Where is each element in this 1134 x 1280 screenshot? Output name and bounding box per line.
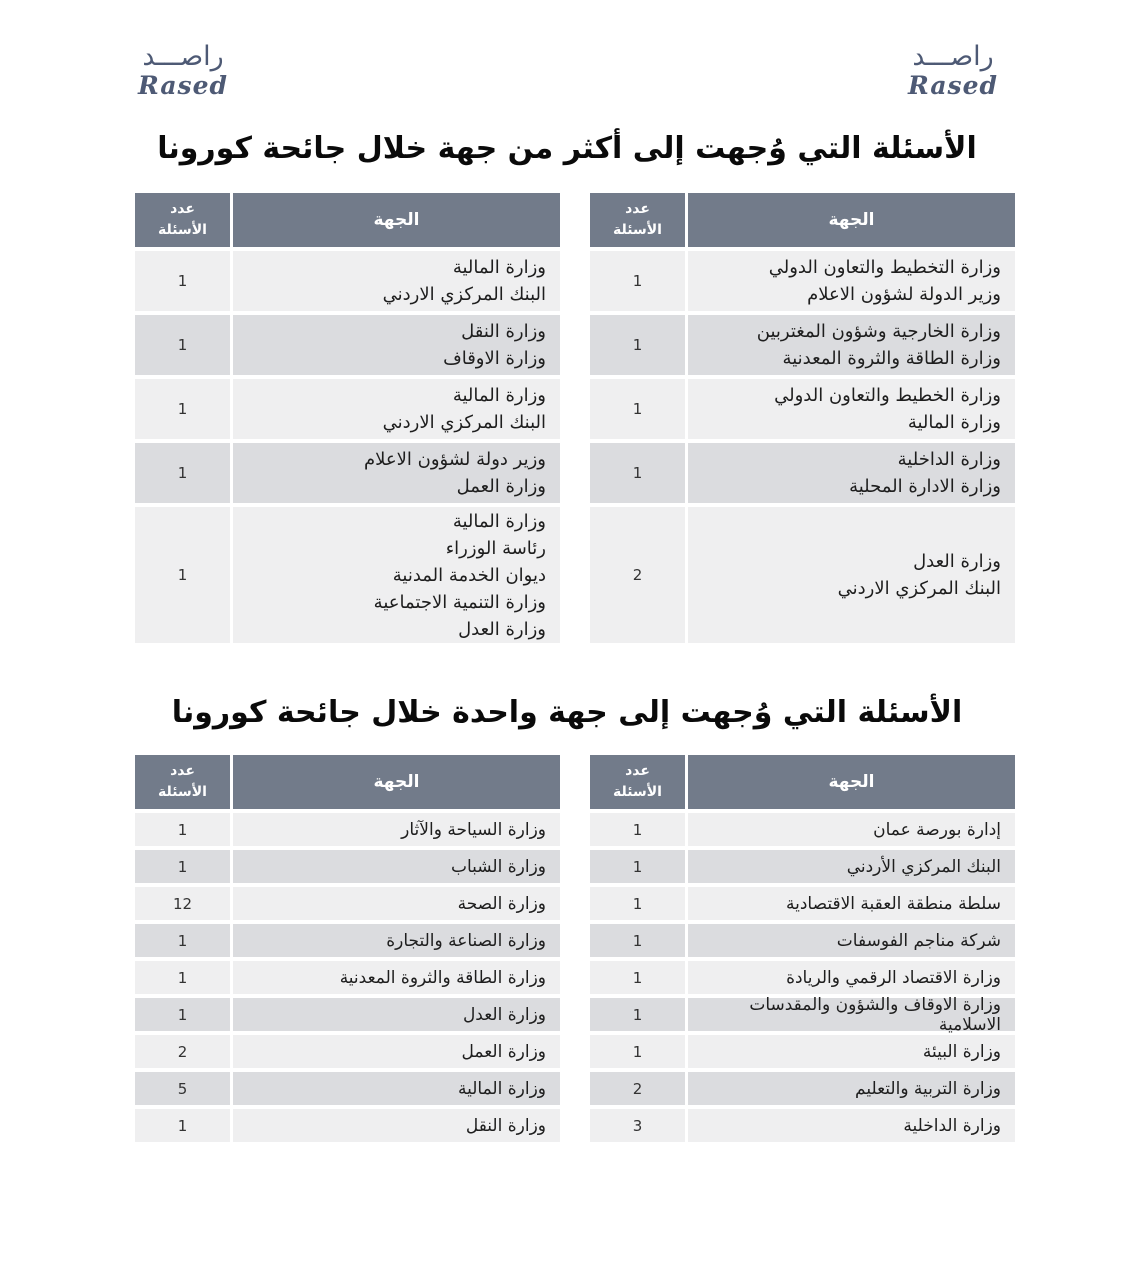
entity-name-line: وزارة الخارجية وشؤون المغتربين (756, 321, 1001, 342)
table-row (135, 379, 560, 439)
table-row (135, 850, 560, 883)
entity-name-line: وزارة المالية (452, 510, 546, 532)
table-row (135, 961, 560, 994)
entity-name-line: وزارة الداخلية (897, 449, 1001, 470)
entity-name (233, 1072, 560, 1105)
question-count-value: 1 (135, 850, 230, 883)
question-count-value: 2 (590, 507, 685, 643)
entity-name-line: وزارة الادارة المحلية (849, 476, 1001, 497)
entity-name (233, 1109, 560, 1142)
entity-name-line: وزارة التخطيط والتعاون الدولي (768, 257, 1001, 278)
entity-name (233, 887, 560, 920)
question-count-value: 1 (590, 251, 685, 311)
table-row (590, 1035, 1015, 1068)
entity-name-line: وزير دولة لشؤون الاعلام (364, 449, 546, 470)
entity-name (688, 251, 1015, 311)
entity-name-line: وزارة المالية (458, 1078, 546, 1099)
question-count-value: 5 (135, 1072, 230, 1105)
table-row (135, 998, 560, 1031)
entity-name-line: ديوان الخدمة المدنية (392, 564, 546, 586)
entity-name-line: البنك المركزي الأردني (846, 856, 1001, 877)
questions-count-column-header: عدد الأسئلة (135, 755, 230, 809)
entity-name (688, 813, 1015, 846)
entity-name-line: وزارة العدل (458, 618, 546, 640)
entity-name-line: وزارة البيئة (922, 1041, 1001, 1062)
table-body (135, 813, 560, 1142)
table-body (590, 251, 1015, 643)
question-count-value: 1 (590, 1035, 685, 1068)
entity-name (688, 850, 1015, 883)
table-header-row (135, 755, 560, 809)
question-count-value: 1 (590, 379, 685, 439)
rased-logo-right (898, 42, 1008, 100)
question-count-value: 12 (135, 887, 230, 920)
entity-name-line: وزارة الخطيط والتعاون الدولي (774, 385, 1001, 406)
entity-name-line: البنك المركزي الاردني (382, 284, 546, 305)
question-count-value: 1 (135, 813, 230, 846)
table-row (135, 315, 560, 375)
entity-name-line: وزارة الصناعة والتجارة (386, 930, 546, 951)
table-row (590, 1109, 1015, 1142)
table-row (135, 813, 560, 846)
table-row (135, 924, 560, 957)
questions-table (135, 193, 560, 643)
question-count-value: 3 (590, 1109, 685, 1142)
table-row (590, 924, 1015, 957)
entity-name-line: وزارة التنمية الاجتماعية (373, 591, 546, 613)
table-header-row (135, 193, 560, 247)
table-row (590, 1072, 1015, 1105)
entity-name (688, 961, 1015, 994)
question-count-value: 1 (135, 998, 230, 1031)
entity-name-line: وزارة العمل (456, 476, 546, 497)
entity-name-line: البنك المركزي الاردني (837, 578, 1001, 599)
entity-name-line: وزارة العدل (462, 1004, 546, 1025)
entity-name (233, 850, 560, 883)
table-row (135, 507, 560, 643)
entity-name-line: البنك المركزي الاردني (382, 412, 546, 433)
questions-count-column-header: عدد الأسئلة (590, 193, 685, 247)
entity-name-line: وزارة الطاقة والثروة المعدنية (339, 967, 546, 988)
question-count-value: 1 (590, 924, 685, 957)
table-row (590, 887, 1015, 920)
table-row (135, 887, 560, 920)
question-count-value: 2 (135, 1035, 230, 1068)
rased-logo-left (128, 42, 238, 100)
entity-name (688, 1035, 1015, 1068)
questions-table (590, 193, 1015, 643)
entity-column-header: الجهة (233, 193, 560, 247)
questions-count-column-header: عدد الأسئلة (590, 755, 685, 809)
question-count-value: 1 (590, 887, 685, 920)
entity-name (688, 924, 1015, 957)
entity-name-line: وزير الدولة لشؤون الاعلام (807, 284, 1001, 305)
entity-name (688, 994, 1015, 1035)
question-count-value: 1 (590, 961, 685, 994)
question-count-value: 1 (135, 315, 230, 375)
table-row (135, 251, 560, 311)
table-row (135, 1072, 560, 1105)
entity-name-line: وزارة المالية (452, 385, 546, 406)
entity-name-line: وزارة السياحة والآثار (401, 819, 546, 840)
table-header-row (590, 193, 1015, 247)
question-count-value: 1 (135, 507, 230, 643)
entity-name-line: وزارة العدل (913, 551, 1001, 572)
entity-name-line: سلطة منطقة العقبة الاقتصادية (786, 893, 1001, 914)
table-row (590, 961, 1015, 994)
entity-name (233, 379, 560, 439)
tables-single-entity-section (135, 755, 1015, 1142)
table-row (135, 443, 560, 503)
entity-column-header: الجهة (233, 755, 560, 809)
rased-logo-latin-wordmark: Rased (907, 71, 998, 100)
entity-name-line: وزارة الاوقاف والشؤون والمقدسات الاسلامية (749, 994, 1001, 1035)
entity-name (233, 998, 560, 1031)
entity-name (233, 813, 560, 846)
entity-name-line: وزارة التربية والتعليم (855, 1078, 1001, 1099)
table-row (135, 1035, 560, 1068)
entity-name-line: وزارة الشباب (450, 856, 546, 877)
question-count-value: 1 (135, 251, 230, 311)
table-row (590, 994, 1015, 1035)
entity-name-line: وزارة الصحة (457, 893, 546, 914)
question-count-value: 1 (590, 315, 685, 375)
table-row (590, 850, 1015, 883)
entity-name-line: إدارة بورصة عمان (873, 819, 1001, 840)
table-row (135, 1109, 560, 1142)
entity-name-line: وزارة الاوقاف (443, 348, 546, 369)
entity-name (688, 887, 1015, 920)
entity-name-line: وزارة النقل (465, 1115, 546, 1136)
question-count-value: 1 (590, 443, 685, 503)
question-count-value: 2 (590, 1072, 685, 1105)
entity-name-line: وزارة العمل (461, 1041, 546, 1062)
table-body (135, 251, 560, 643)
entity-name (233, 961, 560, 994)
entity-name (233, 924, 560, 957)
section-title-single-entity: الأسئلة التي وُجهت إلى جهة واحدة خلال جائحة كورونا (171, 695, 963, 730)
entity-name (688, 315, 1015, 375)
question-count-value: 1 (135, 961, 230, 994)
entity-name (233, 315, 560, 375)
question-count-value: 1 (590, 998, 685, 1031)
table-row (590, 315, 1015, 375)
entity-name-line: وزارة الطاقة والثروة المعدنية (782, 348, 1001, 369)
question-count-value: 1 (135, 1109, 230, 1142)
entity-name (233, 443, 560, 503)
entity-name (688, 1072, 1015, 1105)
section-title-multiple-entities: الأسئلة التي وُجهت إلى أكثر من جهة خلال جائحة كورونا (157, 131, 977, 166)
rased-logo-arabic-wordmark: راصـــد (142, 41, 224, 72)
entity-name-line: رئاسة الوزراء (445, 537, 546, 559)
question-count-value: 1 (135, 443, 230, 503)
questions-table (135, 755, 560, 1142)
question-count-value: 1 (590, 850, 685, 883)
entity-column-header: الجهة (688, 193, 1015, 247)
entity-name (233, 251, 560, 311)
entity-column-header: الجهة (688, 755, 1015, 809)
entity-name (688, 379, 1015, 439)
question-count-value: 1 (590, 813, 685, 846)
entity-name (688, 507, 1015, 643)
question-count-value: 1 (135, 924, 230, 957)
questions-count-column-header: عدد الأسئلة (135, 193, 230, 247)
entity-name (233, 1035, 560, 1068)
entity-name-line: وزارة الاقتصاد الرقمي والريادة (786, 967, 1001, 988)
entity-name-line: وزارة المالية (452, 257, 546, 278)
table-row (590, 443, 1015, 503)
entity-name-line: وزارة النقل (461, 321, 546, 342)
table-row (590, 379, 1015, 439)
table-header-row (590, 755, 1015, 809)
entity-name (233, 507, 560, 643)
table-body (590, 813, 1015, 1142)
entity-name-line: شركة مناجم الفوسفات (836, 930, 1001, 951)
question-count-value: 1 (135, 379, 230, 439)
tables-multiple-entities-section (135, 193, 1015, 643)
entity-name-line: وزارة المالية (907, 412, 1001, 433)
questions-table (590, 755, 1015, 1142)
entity-name (688, 1109, 1015, 1142)
rased-logo-arabic-wordmark: راصـــد (912, 41, 994, 72)
entity-name-line: وزارة الداخلية (903, 1115, 1001, 1136)
table-row (590, 507, 1015, 643)
rased-logo-latin-wordmark: Rased (137, 71, 228, 100)
table-row (590, 813, 1015, 846)
table-row (590, 251, 1015, 311)
entity-name (688, 443, 1015, 503)
